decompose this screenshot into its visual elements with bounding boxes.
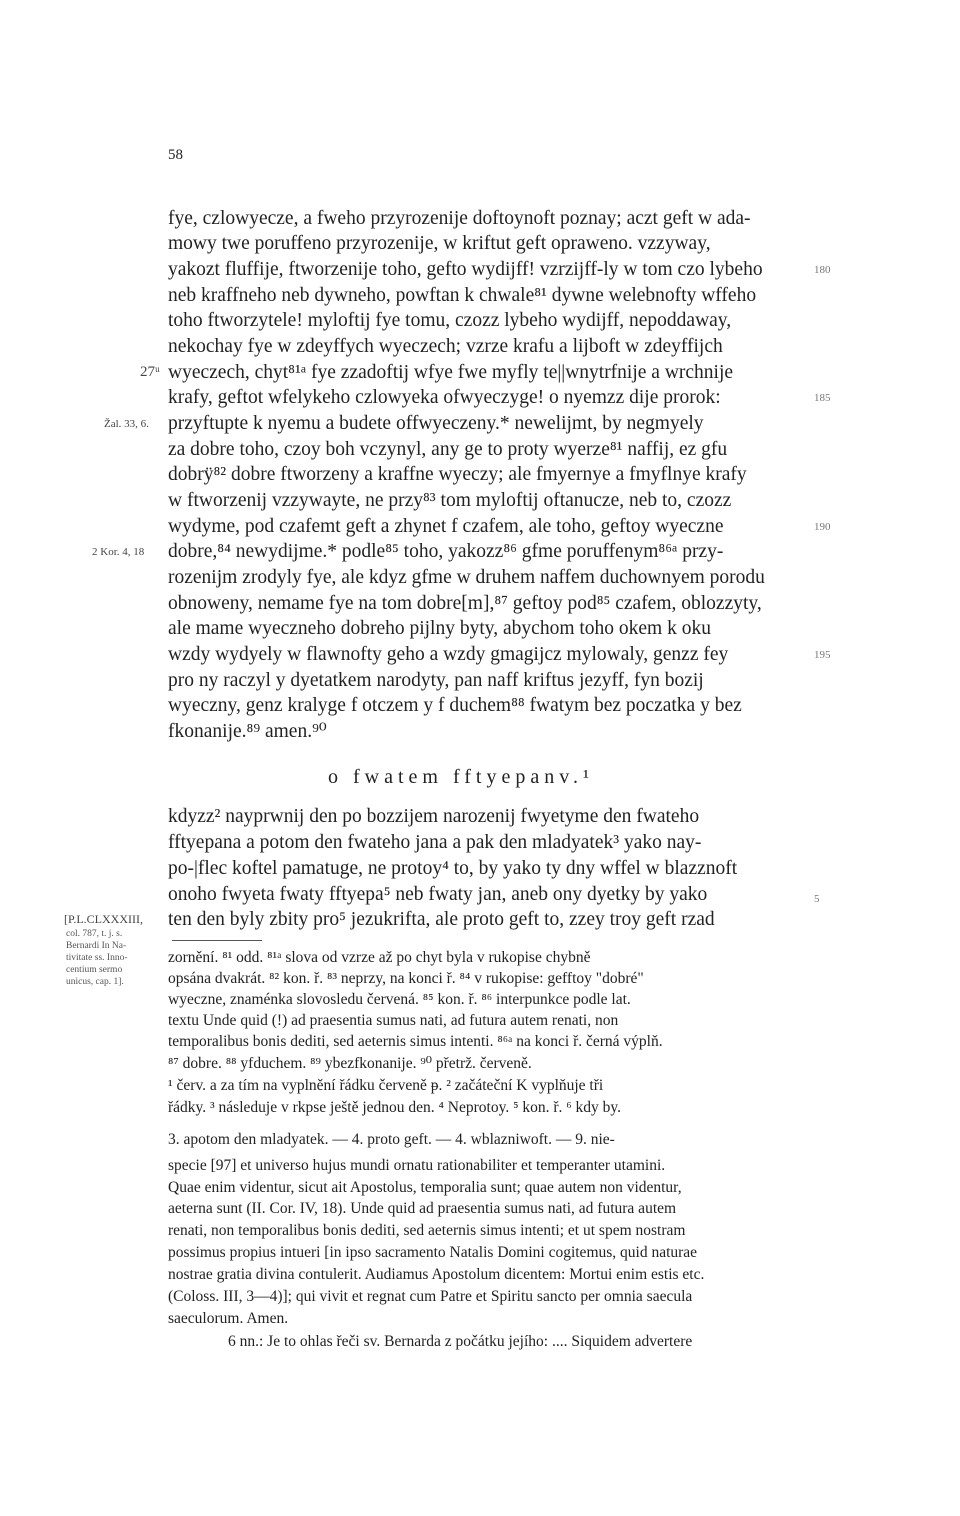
text-line: po-|flec koftel pamatuge, ne protoy⁴ to, by yako ty dny wffel w blazznoft	[168, 858, 738, 879]
page-number: 58	[168, 147, 183, 163]
footnote-line: ¹ červ. a za tím na vyplnění řádku červeně ᵽ. ² začáteční K vyplňuje tři	[168, 1077, 604, 1094]
text-line: wydyme, pod czafemt geft a zhynet f czafem, ale toho, geftoy wyeczne	[168, 516, 724, 537]
footnote-line: opsána dvakrát. ⁸² kon. ř. ⁸³ neprzy, na konci ř. ⁸⁴ v rukopise: gefftoy "dobré"	[168, 970, 644, 987]
text-line: nekochay fye w zdeyffych wyeczech; vzrze krafu a lijboft w zdeyffijch	[168, 336, 723, 357]
side-note: tivitate ss. Inno-	[66, 953, 128, 963]
footnote-line: aeterna sunt (II. Cor. IV, 18). Unde quid ad praesentia sumus nati, ad futura autem	[168, 1200, 677, 1217]
text-line: przyftupte k nyemu a budete offwyeczeny.* newelijmt, by negmyely	[168, 413, 704, 434]
text-line: w ftworzenij vzzywayte, ne przy⁸³ tom myloftij oftanucze, neb to, czozz	[168, 490, 732, 511]
text-line: neb kraffneho neb dywneho, powftan k chwale⁸¹ dywne welebnofty wffeho	[168, 285, 757, 306]
margin-note: 2 Kor. 4, 18	[92, 546, 145, 558]
text-line: fkonanije.⁸⁹ amen.⁹⁰	[168, 721, 327, 742]
text-line: ten den byly zbity pro⁵ jezukrifta, ale proto geft to, zzey troy geft rzad	[168, 909, 715, 930]
text-line: wzdy wydyely w flawnofty geho a wzdy gmagijcz mylowaly, genzz fey	[168, 644, 729, 665]
source-reference: [P.L.CLXXXIII,	[64, 912, 143, 926]
text-line: wyeczech, chyt⁸¹ᵃ fye zzadoftij wfye fwe myfly te||wnytrfnije a wrchnije	[168, 362, 734, 383]
text-line: yakozt fluffije, ftworzenije toho, gefto wydijff! vzrzijff-ly w tom czo lybeho	[168, 259, 763, 280]
text-line: dobrÿ⁸² dobre ftworzeny a kraffne wyeczy; ale fmyernye a fmyflnye krafy	[168, 464, 747, 485]
side-note: centium sermo	[66, 965, 123, 975]
margin-note: 27ᵘ	[140, 364, 160, 380]
margin-note: Žal. 33, 6.	[104, 418, 149, 430]
footnote-line: ⁸⁷ dobre. ⁸⁸ yfduchem. ⁸⁹ ybezfkonanije. ⁹⁰ přetrž. červeně.	[168, 1055, 532, 1072]
text-line: za dobre toho, czoy boh vczynyl, any ge to proty wyerze⁸¹ naffij, ez gfu	[168, 439, 728, 460]
footnote-line: Quae enim videntur, sicut ait Apostolus, temporalia sunt; quae autem non videntur,	[168, 1179, 682, 1196]
side-note: unicus, cap. 1].	[66, 977, 124, 987]
footnote-line: specie [97] et universo hujus mundi ornatu rationabiliter et temperanter utamini.	[168, 1157, 666, 1174]
footnote-line: zornění. ⁸¹ odd. ⁸¹ᵃ slova od vzrze až po chyt byla v rukopise chybně	[168, 949, 591, 966]
side-note: Bernardi In Na-	[66, 941, 127, 951]
text-line: toho ftworzytele! myloftij fye tomu, czozz lybeho wydijff, nepoddaway,	[168, 310, 732, 331]
footnote-line: renati, non temporalibus bonis dediti, sed aeternis simus intenti; et ut spem nostram	[168, 1222, 686, 1239]
text-line: onoho fwyeta fwaty fftyepa⁵ neb fwaty jan, aneb ony dyetky by yako	[168, 884, 708, 905]
text-line: wyeczny, genz kralyge f otczem y f duchem⁸⁸ fwatym bez poczatka y bez	[168, 695, 742, 716]
text-line: ale mame wyeczneho dobreho pijlny byty, abychom toho okem k oku	[168, 618, 711, 639]
line-number: 5	[814, 893, 820, 905]
text-line: fftyepana a potom den fwateho jana a pak den mladyatek³ yako nay-	[168, 832, 702, 853]
section-heading: o fwatem fftyepanv.¹	[328, 766, 594, 788]
footnote-line: saeculorum. Amen.	[168, 1310, 289, 1327]
text-line: obnoweny, nemame fye na tom dobre[m],⁸⁷ geftoy pod⁸⁵ czafem, oblozzyty,	[168, 593, 762, 614]
footnote-line: nostrae gratia divina contulerit. Audiamus Apostolum dicentem: Mortui enim estis etc.	[168, 1266, 705, 1283]
footnote-line: textu Unde quid (!) ad praesentia sumus nati, ad futura autem renati, non	[168, 1012, 619, 1029]
text-line: krafy, geftot wfelykeho czlowyeka ofwyeczyge! o nyemzz dije prorok:	[168, 387, 721, 408]
text-line: mowy twe poruffeno przyrozenije, w kriftut geft opraweno. vzzyway,	[168, 233, 711, 254]
footnote-line: řádky. ³ následuje v rkpse ještě jednou den. ⁴ Neprotoy. ⁵ kon. ř. ⁶ kdy by.	[168, 1099, 622, 1116]
footnote-line: 3. apotom den mladyatek. — 4. proto geft. — 4. wblazniwoft. — 9. nie-	[168, 1131, 615, 1148]
text-line: pro ny raczyl y dyetatkem narodyty, pan naff kriftus jezyff, fyn bozij	[168, 670, 704, 691]
line-number: 180	[814, 264, 831, 276]
line-number: 195	[814, 649, 831, 661]
footnote-line: possimus propius intueri [in ipso sacramento Natalis Domini cogitemus, quid naturae	[168, 1244, 698, 1261]
footnote-rule	[172, 940, 262, 941]
footnote-line: wyeczne, znaménka slovosledu červená. ⁸⁵ kon. ř. ⁸⁶ interpunkce podle lat.	[168, 991, 631, 1008]
side-note: col. 787, t. j. s.	[66, 929, 123, 939]
text-line: dobre,⁸⁴ newydijme.* podle⁸⁵ toho, yakozz⁸⁶ gfme poruffenym⁸⁶ᵃ przy-	[168, 541, 724, 562]
line-number: 190	[814, 521, 831, 533]
line-number: 185	[814, 392, 831, 404]
footnote-line: 6 nn.: Je to ohlas řeči sv. Bernarda z počátku jejího: .... Siquidem advertere	[228, 1333, 693, 1350]
footnote-line: (Coloss. III, 3—4)]; qui vivit et regnat cum Patre et Spiritu sancto per omnia saecula	[168, 1288, 693, 1305]
text-line: rozenijm zrodyly fye, ale kdyz gfme w druhem naffem duchownyem porodu	[168, 567, 765, 588]
text-line: kdyzz² nayprwnij den po bozzijem narozenij fwyetyme den fwateho	[168, 806, 700, 827]
text-line: fye, czlowyecze, a fweho przyrozenije doftoynoft poznay; aczt geft w ada-	[168, 208, 751, 229]
footnote-line: temporalibus bonis dediti, sed aeternis simus intenti. ⁸⁶ᵃ na konci ř. černá výplň.	[168, 1033, 663, 1050]
